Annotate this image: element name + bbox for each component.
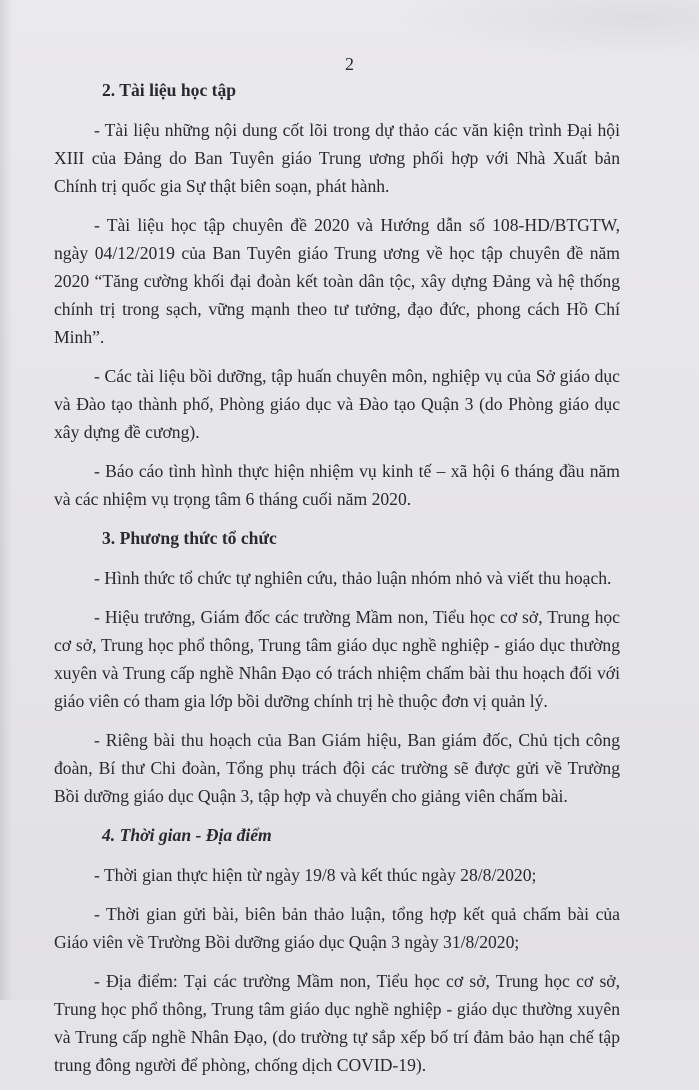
page-edge-shadow [0, 0, 12, 1000]
section-heading-time-location: 4. Thời gian - Địa điểm [102, 825, 272, 845]
document-body [54, 76, 620, 1090]
paragraph: - Các tài liệu bồi dưỡng, tập huấn chuyên môn, nghiệp vụ của Sở giáo dục và Đào tạo thành phố, Phòng giáo dục và Đào tạo Quận 3 (do Phòng giáo dục xây dựng đề cương). [54, 366, 620, 442]
paragraph: - Địa điểm: Tại các trường Mầm non, Tiểu học cơ sở, Trung học cơ sở, Trung học phổ thông, Trung tâm giáo dục nghề nghiệp - giáo dục thường xuyên và Trung cấp nghề Nhân Đạo, (do trường tự sắp xếp bố trí đảm bảo hạn chế tập trung đông người để phòng, chống dịch COVID-19). [54, 971, 620, 1075]
paragraph: - Thời gian thực hiện từ ngày 19/8 và kết thúc ngày 28/8/2020; [94, 865, 537, 885]
paragraph: - Tài liệu học tập chuyên đề 2020 và Hướng dẫn số 108-HD/BTGTW, ngày 04/12/2019 của Ban Tuyên giáo Trung ương về học tập chuyên đề năm 2020 “Tăng cường khối đại đoàn kết toàn dân tộc, xây dựng Đảng và hệ thống chính trị trong sạch, vững mạnh theo tư tưởng, đạo đức, phong cách Hồ Chí Minh”. [54, 215, 620, 347]
paragraph: - Riêng bài thu hoạch của Ban Giám hiệu, Ban giám đốc, Chủ tịch công đoàn, Bí thư Chi đoàn, Tổng phụ trách đội các trường sẽ được gửi về Trường Bồi dưỡng giáo dục Quận 3, tập hợp và chuyển cho giảng viên chấm bài. [54, 730, 620, 806]
section-heading-organization: 3. Phương thức tổ chức [102, 528, 277, 548]
paragraph: - Hiệu trưởng, Giám đốc các trường Mầm non, Tiểu học cơ sở, Trung học cơ sở, Trung học phổ thông, Trung tâm giáo dục nghề nghiệp - giáo dục thường xuyên và Trung cấp nghề Nhân Đạo có trách nhiệm chấm bài thu hoạch đối với giáo viên có tham gia lớp bồi dưỡng chính trị hè thuộc đơn vị quản lý. [54, 607, 620, 711]
paragraph: - Tài liệu những nội dung cốt lõi trong dự thảo các văn kiện trình Đại hội XIII của Đảng do Ban Tuyên giáo Trung ương phối hợp với Nhà Xuất bản Chính trị quốc gia Sự thật biên soạn, phát hành. [54, 120, 620, 196]
page-number: 2 [345, 54, 354, 74]
bleed-through-shadow [399, 0, 699, 60]
paragraph: - Báo cáo tình hình thực hiện nhiệm vụ kinh tế – xã hội 6 tháng đầu năm và các nhiệm vụ trọng tâm 6 tháng cuối năm 2020. [54, 461, 620, 509]
paragraph: - Thời gian gửi bài, biên bản thảo luận, tổng hợp kết quả chấm bài của Giáo viên về Trường Bồi dưỡng giáo dục Quận 3 ngày 31/8/2020; [54, 904, 620, 952]
section-heading-materials: 2. Tài liệu học tập [102, 80, 237, 100]
paragraph: - Hình thức tổ chức tự nghiên cứu, thảo luận nhóm nhỏ và viết thu hoạch. [94, 568, 612, 588]
